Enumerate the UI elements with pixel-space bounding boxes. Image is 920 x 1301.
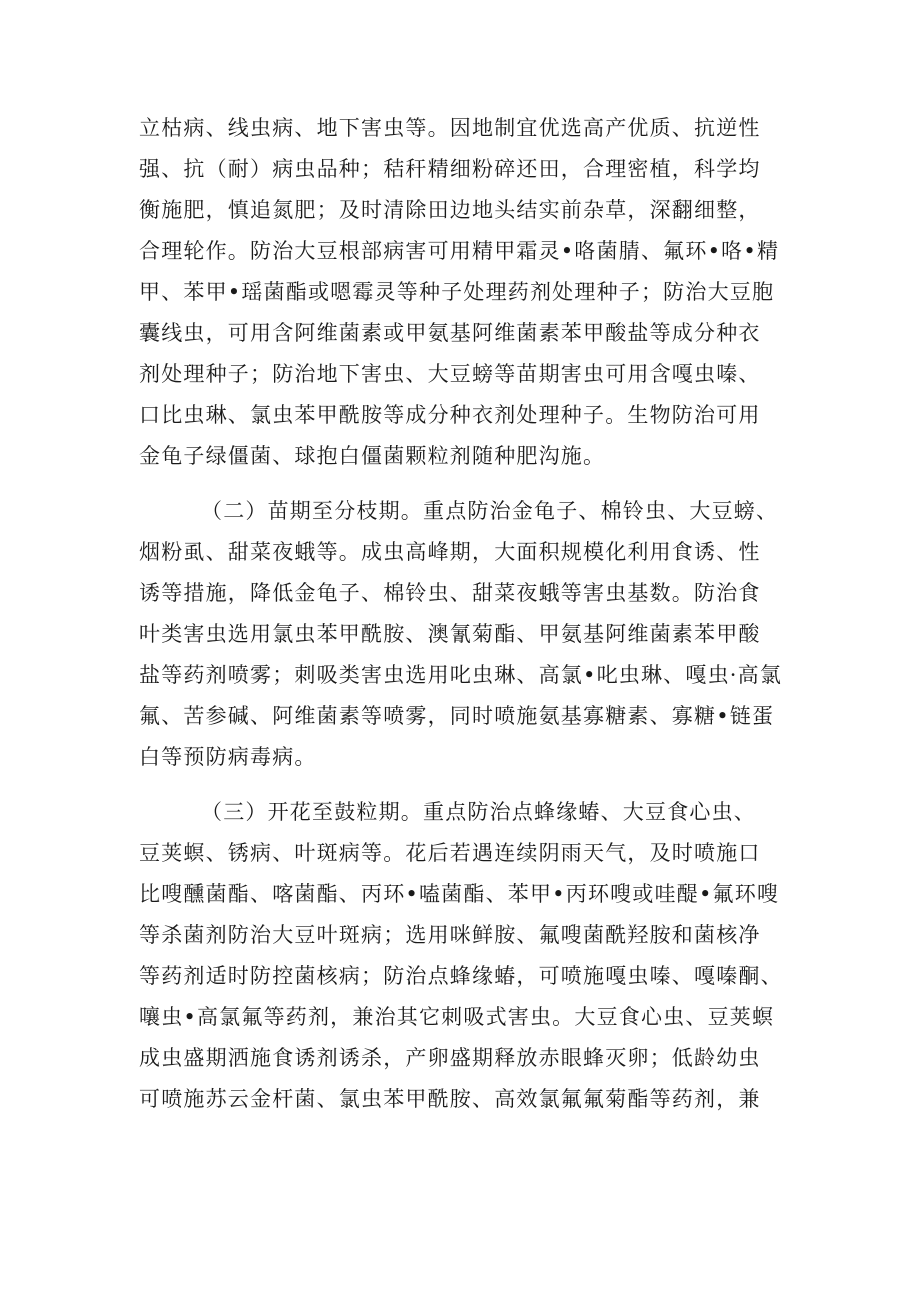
text-line: 可喷施苏云金杆菌、氯虫苯甲酰胺、高效氯氟氟菊酯等药剂，兼	[139, 1087, 761, 1111]
text-line: 等杀菌剂防治大豆叶斑病；选用咪鲜胺、氟嗖菌酰羟胺和菌核净	[139, 923, 761, 947]
text-line: 氟、苦参碱、阿维菌素等喷雾，同时喷施氨基寡糖素、寡糖•链蛋	[139, 704, 775, 728]
text-line: 诱等措施，降低金龟子、棉铃虫、甜菜夜蛾等害虫基数。防治食	[139, 581, 761, 605]
paragraph-seedling-stage	[139, 491, 799, 778]
text-line-first: （三）开花至鼓粒期。重点防治点蜂缘蝽、大豆食心虫、	[201, 800, 756, 824]
text-line: 等药剂适时防控菌核病；防治点蜂缘蝽，可喷施嘎虫嗪、嘎嗪酮、	[139, 964, 783, 988]
paragraph-spacer	[139, 477, 799, 491]
text-line: 囊线虫，可用含阿维菌素或甲氨基阿维菌素苯甲酸盐等成分种衣	[139, 321, 761, 345]
text-line: 比嗖醺菌酯、喀菌酯、丙环•嗑菌酯、苯甲•丙环嗖或哇醍•氟环嗖	[139, 882, 780, 906]
text-line: 衡施肥，慎追氮肥；及时清除田边地头结实前杂草，深翻细整，	[139, 198, 761, 222]
paragraph-spacer	[139, 778, 799, 792]
text-line: 金龟子绿僵菌、球抱白僵菌颗粒剂随种肥沟施。	[139, 444, 606, 468]
text-line: 合理轮作。防治大豆根部病害可用精甲霜灵•咯菌腈、氟环•咯•精	[139, 239, 780, 263]
text-line: 剂处理种子；防治地下害虫、大豆螃等苗期害虫可用含嘎虫嗪、	[139, 362, 761, 386]
text-line: 盐等药剂喷雾；刺吸类害虫选用叱虫琳、高氯•叱虫琳、嘎虫·高氯	[139, 663, 783, 687]
text-line: 口比虫琳、氯虫苯甲酰胺等成分种衣剂处理种子。生物防治可用	[139, 403, 761, 427]
text-line: 豆荚螟、锈病、叶斑病等。花后若遇连续阴雨天气，及时喷施口	[139, 841, 761, 865]
text-line: 强、抗（耐）病虫品种；秸秆精细粉碎还田，合理密植，科学均	[139, 157, 761, 181]
text-line: 甲、苯甲•瑶菌酯或嗯霉灵等种子处理药剂处理种子；防治大豆胞	[139, 280, 775, 304]
text-line: 叶类害虫选用氯虫苯甲酰胺、澳氰菊酯、甲氨基阿维菌素苯甲酸	[139, 622, 761, 646]
text-line: 嚷虫•高氯氟等药剂，兼治其它刺吸式害虫。大豆食心虫、豆荚螟	[139, 1005, 775, 1029]
text-line: 成虫盛期洒施食诱剂诱杀，产卵盛期释放赤眼蜂灭卵；低龄幼虫	[139, 1046, 761, 1070]
text-line: 白等预防病毒病。	[139, 745, 317, 769]
text-line-first: （二）苗期至分枝期。重点防治金龟子、棉铃虫、大豆螃、	[201, 499, 779, 523]
text-line: 烟粉虱、甜菜夜蛾等。成虫高峰期，大面积规模化利用食诱、性	[139, 540, 761, 564]
paragraph-seed-treatment	[139, 108, 799, 477]
paragraph-flowering-stage	[139, 792, 799, 1120]
text-line: 立枯病、线虫病、地下害虫等。因地制宜优选高产优质、抗逆性	[139, 116, 761, 140]
document-body	[139, 108, 799, 1120]
